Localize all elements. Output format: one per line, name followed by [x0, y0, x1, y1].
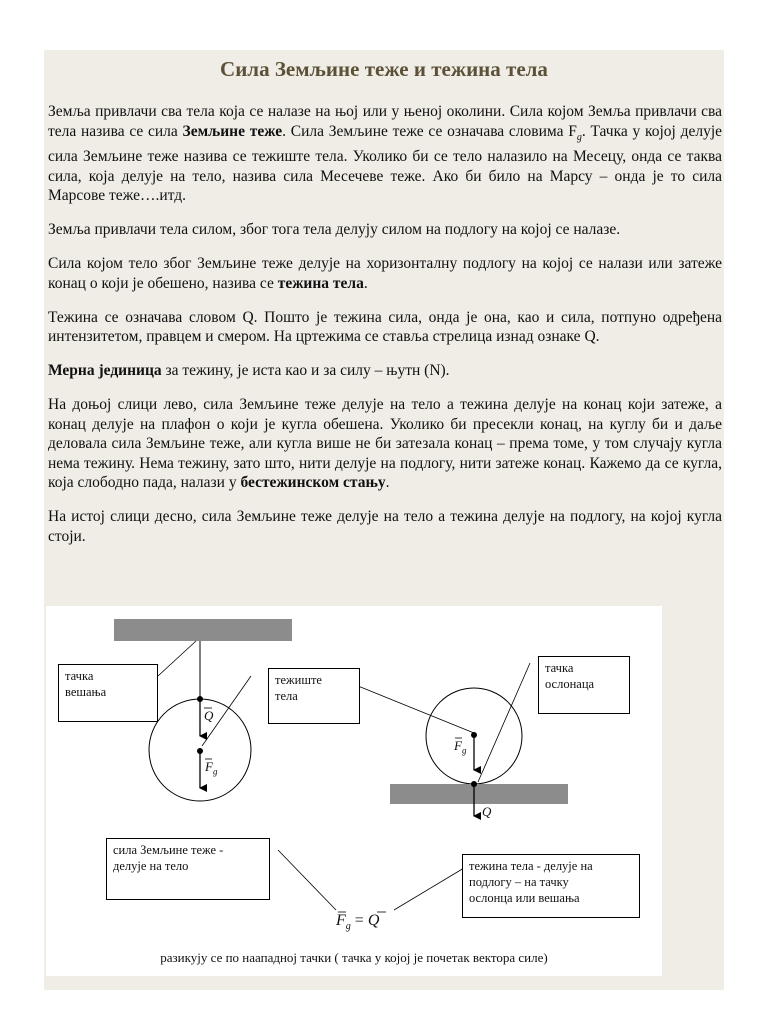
paragraph-6	[48, 395, 722, 493]
p5-text-b: за тежину, је иста као и за силу – њутн (N).	[161, 362, 450, 380]
p3-bold-term: тежина тела	[277, 274, 364, 292]
body-text	[48, 102, 722, 561]
p1-text-a: Земља привлачи сва тела која се налазе на њој или у њеној околини. Сила којом Земља привлачи сва тела назива се сила	[48, 103, 722, 140]
p5-bold-term: Мерна јединица	[48, 362, 162, 380]
label-weight: тежина тела - делује на подлогу – на тачку ослонца или вешања	[462, 854, 640, 918]
page-title: Сила Земљине теже и тежина тела	[220, 57, 548, 81]
document-page	[44, 50, 724, 990]
p6-text-c: .	[385, 474, 390, 492]
p1-text-c: . Сила Земљине теже се означава словима F	[282, 122, 577, 140]
p6-text-a: На доњој слици лево, сила Земљине теже делује на тело а тежина делује на конац који затеже, а конац делује на плафон о који је кугла обешена. Уколико би пресекли конац, на куглу би и даље деловала сила Земљине теже, али кугла више не би затезала конац – према томе, у том случају кугла нема тежину. Нема тежину, зато што, нити делује на подлогу, нити затеже конац. Кажемо да се кугла, која слободно пада, налази у	[48, 396, 722, 492]
symbol-q-left: Q	[204, 708, 214, 723]
p3-text-a: Сила којом тело због Земљине теже делује на хоризонталну подлогу на којој се налази или затеже конац о који је обешено, назива се	[48, 255, 722, 292]
diagram-caption: разикују се по наападној тачки ( тачка у којој је почетак вектора силе)	[160, 950, 548, 965]
ceiling-bar	[114, 619, 292, 641]
paragraph-7: На истој слици десно, сила Земљине теже делује на тело а тежина делује на подлогу, на којој кугла стоји.	[48, 508, 722, 545]
label-gravity-force: сила Земљине теже - делује на тело	[106, 838, 270, 900]
paragraph-1	[48, 102, 722, 206]
p3-text-c: .	[363, 274, 368, 292]
p1-text-d: . Тачка у којој делује сила Земљине теже назива се тежиште тела. Уколико би се тело налазило на Месецу, онда се таква сила, која делује на тело, назива сила Месечеве теже. Ако би било на Марсу – онда је то сила Марсове теже….итд.	[48, 122, 723, 205]
symbol-q-right: Q	[482, 804, 492, 819]
equation: $F_g = Q$	[336, 912, 380, 933]
label-suspension-point: тачка вешања	[58, 664, 158, 722]
paragraph-5	[48, 361, 722, 381]
floor-bar	[390, 784, 568, 804]
paragraph-4: Тежина се означава словом Q. Пошто је тежина сила, онда је она, као и сила, потпуно одређена интензитетом, правцем и смером. На цртежима се ставља стрелица изнад ознаке Q.	[48, 308, 722, 346]
p6-bold-term: бестежинском стању	[240, 474, 386, 492]
label-support-point: тачка ослонаца	[538, 656, 630, 714]
force-diagram	[46, 606, 662, 976]
paragraph-2: Земља привлачи тела силом, због тога тела делују силом на подлогу на којој се налазе.	[48, 221, 621, 239]
p1-bold-term: Земљине теже	[182, 122, 283, 140]
p1-subscript: g	[576, 131, 582, 143]
symbol-fg-right: $F_g$	[454, 738, 467, 756]
label-center-of-mass: тежиште тела	[268, 668, 360, 724]
symbol-fg-left: $F_g$	[205, 759, 218, 777]
paragraph-3	[48, 254, 722, 293]
